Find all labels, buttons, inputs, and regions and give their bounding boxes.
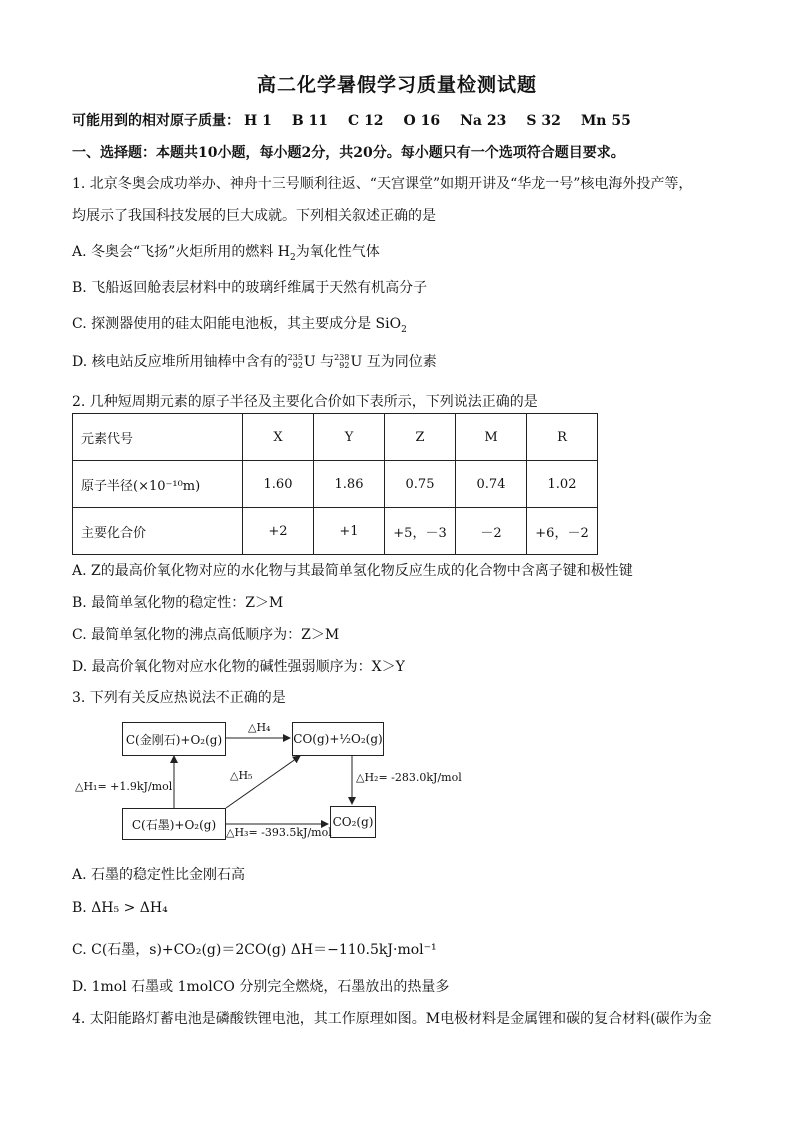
- mass-o: O 16: [403, 113, 441, 129]
- table-header-valence: 主要化合价: [73, 508, 243, 555]
- mass-b: B 11: [291, 113, 329, 129]
- table-cell: X: [243, 414, 314, 461]
- atomic-masses-label: 可能用到的相对原子质量：: [72, 113, 240, 129]
- q1-stem-line2: 均展示了我国科技发展的巨大成就。下列相关叙述正确的是: [72, 208, 436, 224]
- q3-option-b: B. ΔH₅ > ΔH₄: [72, 900, 168, 916]
- label-dh5: △H₅: [230, 769, 253, 782]
- table-cell: +5，－3: [385, 508, 456, 555]
- mass-na: Na 23: [460, 113, 507, 129]
- q1-stem-line1: 1. 北京冬奥会成功举办、神舟十三号顺利往返、“天宫课堂”如期开讲及“华龙一号”核电海外投产等，: [72, 176, 693, 192]
- u238-atomic-number: 92: [339, 361, 350, 370]
- label-dh3: △H₃= -393.5kJ/mol: [226, 826, 332, 839]
- table-header-code: 元素代号: [73, 414, 243, 461]
- box-co: CO(g)+½O₂(g): [292, 722, 384, 756]
- q3-option-c: C. C(石墨，s)+CO₂(g)＝2CO(g) ΔH＝−110.5kJ·mol⁻¹: [72, 942, 437, 958]
- label-dh1: △H₁= +1.9kJ/mol: [75, 780, 173, 793]
- paper-title: 高二化学暑假学习质量检测试题: [256, 74, 537, 96]
- q4-stem: 4. 太阳能路灯蓄电池是磷酸铁锂电池，其工作原理如图。M电极材料是金属锂和碳的复合材料(碳作为金: [72, 1011, 712, 1027]
- label-dh4: △H₄: [248, 721, 271, 734]
- table-cell: 0.75: [385, 461, 456, 508]
- q2-option-c: C. 最简单氢化物的沸点高低顺序为：Z＞M: [72, 627, 340, 643]
- q2-option-b: B. 最简单氢化物的稳定性：Z＞M: [72, 595, 284, 611]
- label-dh2: △H₂= -283.0kJ/mol: [356, 771, 462, 784]
- q2-stem: 2. 几种短周期元素的原子半径及主要化合价如下表所示，下列说法正确的是: [72, 394, 538, 410]
- box-diamond: C(金刚石)+O₂(g): [122, 722, 226, 756]
- section-heading: 一、选择题：本题共10小题，每小题2分，共20分。每小题只有一个选项符合题目要求。: [72, 145, 625, 161]
- q1-option-b: B. 飞船返回舱表层材料中的玻璃纤维属于天然有机高分子: [72, 280, 428, 296]
- table-cell: 1.02: [527, 461, 598, 508]
- q1-c-sub: 2: [401, 324, 407, 335]
- u238-mass-number: 238: [334, 353, 350, 362]
- table-cell: －2: [456, 508, 527, 555]
- table-cell: R: [527, 414, 598, 461]
- mass-c: C 12: [348, 113, 384, 129]
- q1-a-text-end: 为氧化性气体: [295, 244, 380, 260]
- table-header-radius: 原子半径(×10⁻¹⁰m): [73, 461, 243, 508]
- box-graphite: C(石墨)+O₂(g): [122, 808, 226, 840]
- q1-d-text: D. 核电站反应堆所用铀棒中含有的: [72, 354, 288, 370]
- table-cell: 0.74: [456, 461, 527, 508]
- q3-option-d: D. 1mol 石墨或 1molCO 分别完全燃烧，石墨放出的热量多: [72, 979, 450, 995]
- q1-a-sub: 2: [289, 252, 296, 263]
- box-co2: CO₂(g): [330, 806, 376, 838]
- q2-option-a: A. Z的最高价氧化物对应的水化物与其最简单氢化物反应生成的化合物中含离子键和极性键: [72, 563, 633, 579]
- q3-stem: 3. 下列有关反应热说法不正确的是: [72, 690, 286, 706]
- table-cell: +6，－2: [527, 508, 598, 555]
- mass-s: S 32: [526, 113, 561, 129]
- q1-c-text: C. 探测器使用的硅太阳能电池板，其主要成分是 SiO: [72, 316, 402, 332]
- q3-option-a: A. 石墨的稳定性比金刚石高: [72, 867, 246, 883]
- q2-option-d: D. 最高价氧化物对应水化物的碱性强弱顺序为：X＞Y: [72, 659, 405, 675]
- u235-mass-number: 235: [287, 353, 303, 362]
- table-cell: Z: [385, 414, 456, 461]
- u235-symbol: U 与: [303, 354, 335, 370]
- mass-h: H 1: [244, 113, 272, 129]
- table-cell: 1.60: [243, 461, 314, 508]
- q1-a-text: A. 冬奥会“飞扬”火炬所用的燃料 H: [72, 244, 290, 260]
- table-cell: Y: [314, 414, 385, 461]
- table-cell: +2: [243, 508, 314, 555]
- table-cell: M: [456, 414, 527, 461]
- table-cell: +1: [314, 508, 385, 555]
- u238-symbol: U 互为同位素: [350, 354, 437, 370]
- mass-mn: Mn 55: [580, 113, 631, 129]
- table-cell: 1.86: [314, 461, 385, 508]
- u235-atomic-number: 92: [292, 361, 303, 370]
- arrow-dh5: [226, 756, 300, 808]
